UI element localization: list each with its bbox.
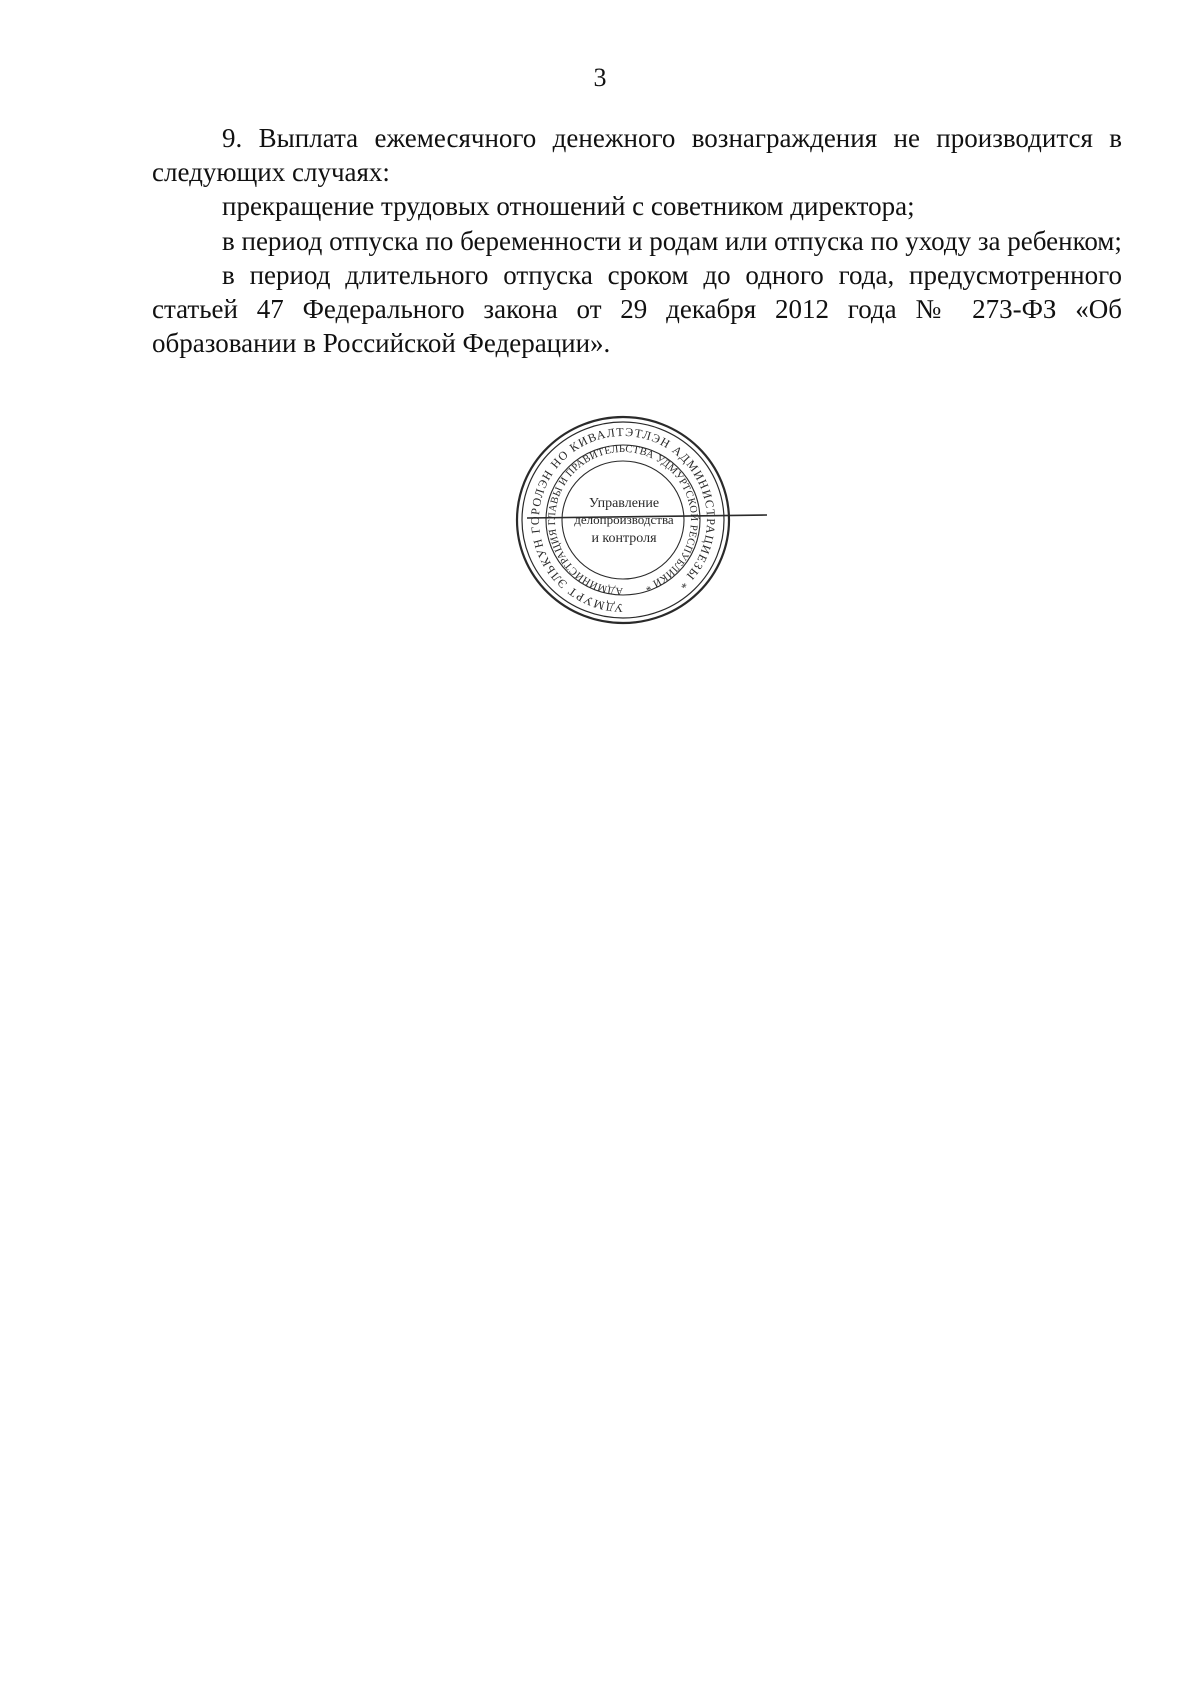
seal-center-line-2: делопроизводства xyxy=(574,512,674,527)
seal-inner-text: АДМИНИСТРАЦИЯ ГЛАВЫ И ПРАВИТЕЛЬСТВА УДМУРТСКОЙ РЕСПУБЛИКИ * xyxy=(546,443,700,597)
official-seal xyxy=(503,414,773,636)
paragraph-payment-exceptions: 9. Выплата ежемесячного денежного вознаграждения не производится в следующих случаях: xyxy=(152,123,1122,188)
paragraph-long-leave: в период длительного отпуска сроком до одного года, предусмотренного статьей 47 Федерального закона от 29 декабря 2012 года № 273-ФЗ «Об образовании в Российской Федерации». xyxy=(152,259,1122,359)
document-body xyxy=(152,121,1122,360)
paragraph-maternity-leave: в период отпуска по беременности и родам или отпуска по уходу за ребенком; xyxy=(222,225,1122,256)
page-number: 3 xyxy=(593,63,607,92)
paragraph-termination: прекращение трудовых отношений с советником директора; xyxy=(222,191,915,222)
seal-outer-text: УДМУРТ ЭЛЬКУН ГОРОЛЭН НО КИВАЛТЭТЛЭН АДМИНИСТРАЦИЕЗЫ * xyxy=(527,424,719,616)
seal-center-line-3: и контроля xyxy=(591,531,657,546)
seal-center-line-1: Управление xyxy=(588,496,660,511)
